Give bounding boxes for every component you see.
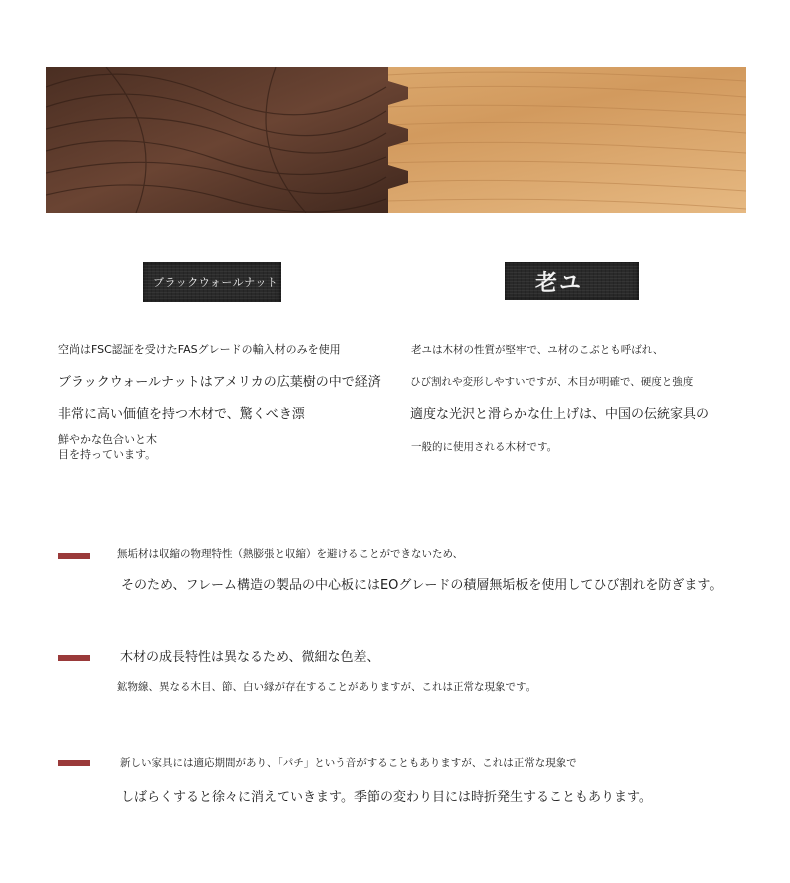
note-3-line-1: 新しい家具には適応期間があり、「パチ」という音がすることもありますが、これは正常な現象で xyxy=(120,757,577,769)
note-2-line-2: 鉱物線、異なる木目、節、白い縁が存在することがありますが、これは正常な現象です。 xyxy=(117,681,537,693)
elm-desc-line-2: ひび割れや変形しやすいですが、木目が明確で、硬度と強度 xyxy=(410,376,694,388)
walnut-desc-line-3: 非常に高い価値を持つ木材で、驚くべき漂 xyxy=(58,407,305,422)
walnut-label xyxy=(143,262,281,302)
note-marker-3 xyxy=(58,760,90,766)
note-2-line-1: 木材の成長特性は異なるため、微細な色差、 xyxy=(120,650,380,665)
walnut-label-text: ブラックウォールナット xyxy=(153,276,279,289)
walnut-desc-line-4: 鮮やかな色合いと木 xyxy=(58,433,157,446)
elm-desc-line-3: 適度な光沢と滑らかな仕上げは、中国の伝統家具の xyxy=(410,407,710,422)
note-1-line-1: 無垢材は収縮の物理特性（熱膨張と収縮）を避けることができないため、 xyxy=(117,548,464,560)
note-3-line-2: しばらくすると徐々に消えていきます。季節の変わり目には時折発生することもあります。 xyxy=(121,790,652,805)
elm-label xyxy=(505,262,639,300)
wood-comparison-image xyxy=(46,67,746,213)
elm-desc-line-4: 一般的に使用される木材です。 xyxy=(411,441,558,453)
elm-desc-line-1: 老ユは木材の性質が堅牢で、ユ材のこぶとも呼ばれ、 xyxy=(411,344,664,356)
walnut-desc-line-2: ブラックウォールナットはアメリカの広葉樹の中で経済 xyxy=(58,375,381,390)
note-1-line-2: そのため、フレーム構造の製品の中心板にはEOグレードの積層無垢板を使用してひび割れを防ぎます。 xyxy=(121,578,723,593)
elm-label-text: 老ユ xyxy=(535,270,584,296)
walnut-desc-line-1: 空尚はFSC認証を受けたFASグレードの輸入材のみを使用 xyxy=(58,343,341,356)
walnut-desc-line-5: 目を持っています。 xyxy=(58,448,157,461)
note-marker-2 xyxy=(58,655,90,661)
note-marker-1 xyxy=(58,553,90,559)
